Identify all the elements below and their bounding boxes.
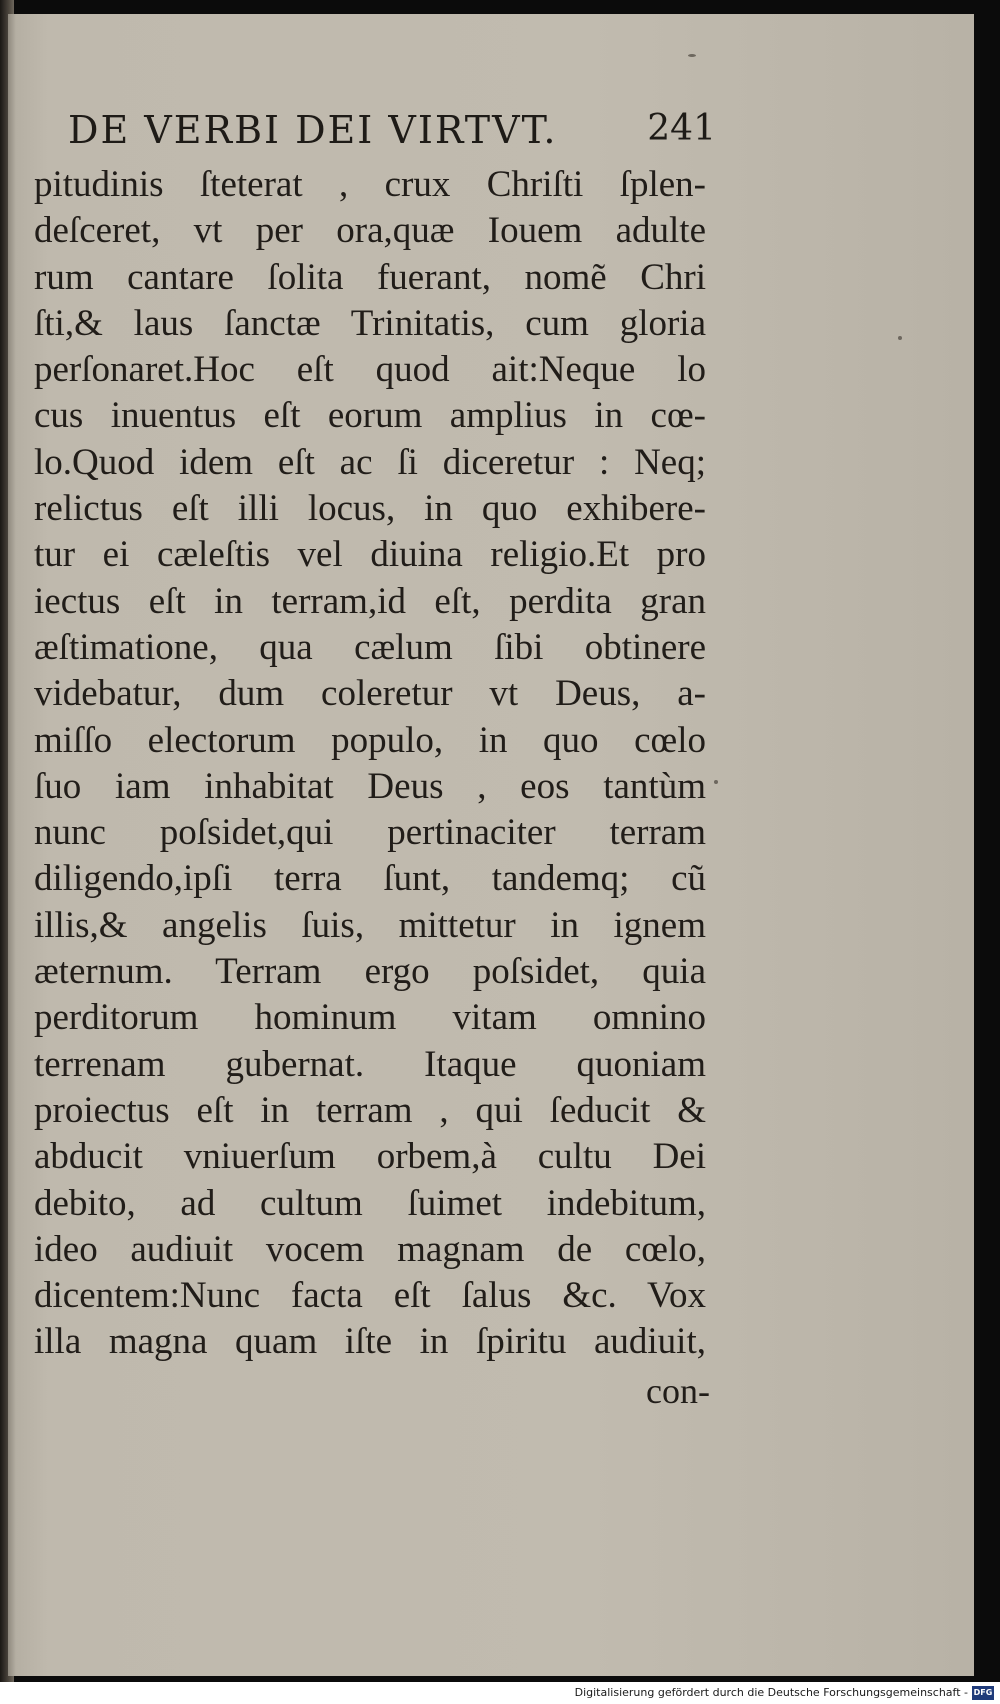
funding-credit: Digitalisierung gefördert durch die Deutsche Forschungsgemeinschaft - [574,1686,968,1699]
text-line: diligendo,ipſi terra ſunt, tandemq; cũ [34,858,706,900]
paper-speck [714,780,718,784]
text-line: debito, ad cultum ſuimet indebitum, [34,1182,706,1224]
text-line: iectus eſt in terram,id eſt, perdita gran [34,580,706,622]
body-text [34,162,706,1366]
text-line: perſonaret.Hoc eſt quod ait:Neque lo [34,349,706,391]
text-line: æſtimatione, qua cælum ſibi obtinere [34,626,706,668]
text-line: pitudinis ſteterat , crux Chriſti ſplen- [34,164,706,205]
text-line: ſuo iam inhabitat Deus , eos tantùm [34,765,706,807]
paper-speck [688,54,696,57]
text-line: tur ei cæleſtis vel diuina religio.Et pro [34,534,706,576]
page-number: 241 [647,108,716,149]
paper-speck [898,336,902,340]
catchword: con- [646,1371,710,1411]
text-line: rum cantare ſolita fuerant, nomẽ Chri [34,256,706,298]
text-line: proiectus eſt in terram , qui ſeducit & [34,1089,706,1131]
text-line: lo.Quod idem eſt ac ſi diceretur : Neq; [34,441,706,483]
text-line: cus inuentus eſt eorum amplius in cœ- [34,395,706,437]
text-line: videbatur, dum coleretur vt Deus, a- [34,673,706,715]
text-line: illa magna quam iſte in ſpiritu audiuit, [34,1321,706,1363]
text-line: abducit vniuerſum orbem,à cultu Dei [34,1136,706,1178]
text-line: deſceret, vt per ora,quæ Iouem adulte [34,210,706,252]
text-line: nunc poſsidet,qui pertinaciter terram [34,812,706,854]
text-line: æternum. Terram ergo poſsidet, quia [34,951,706,993]
text-line: illis,& angelis ſuis, mittetur in ignem [34,904,706,946]
text-line: relictus eſt illi locus, in quo exhibere- [34,488,706,530]
text-line: dicentem:Nunc facta eſt ſalus &c. Vox [34,1275,706,1317]
text-line: ſti,& laus ſanctæ Trinitatis, cum gloria [34,302,706,344]
text-line: terrenam gubernat. Itaque quoniam [34,1043,706,1085]
dfg-logo: DFG [972,1686,994,1700]
text-line: perditorum hominum vitam omnino [34,997,706,1039]
text-line: miſſo electorum populo, in quo cœlo [34,719,706,761]
running-head: DE VERBI DEI VIRTVT. [68,108,558,152]
text-line: ideo audiuit vocem magnam de cœlo, [34,1228,706,1270]
